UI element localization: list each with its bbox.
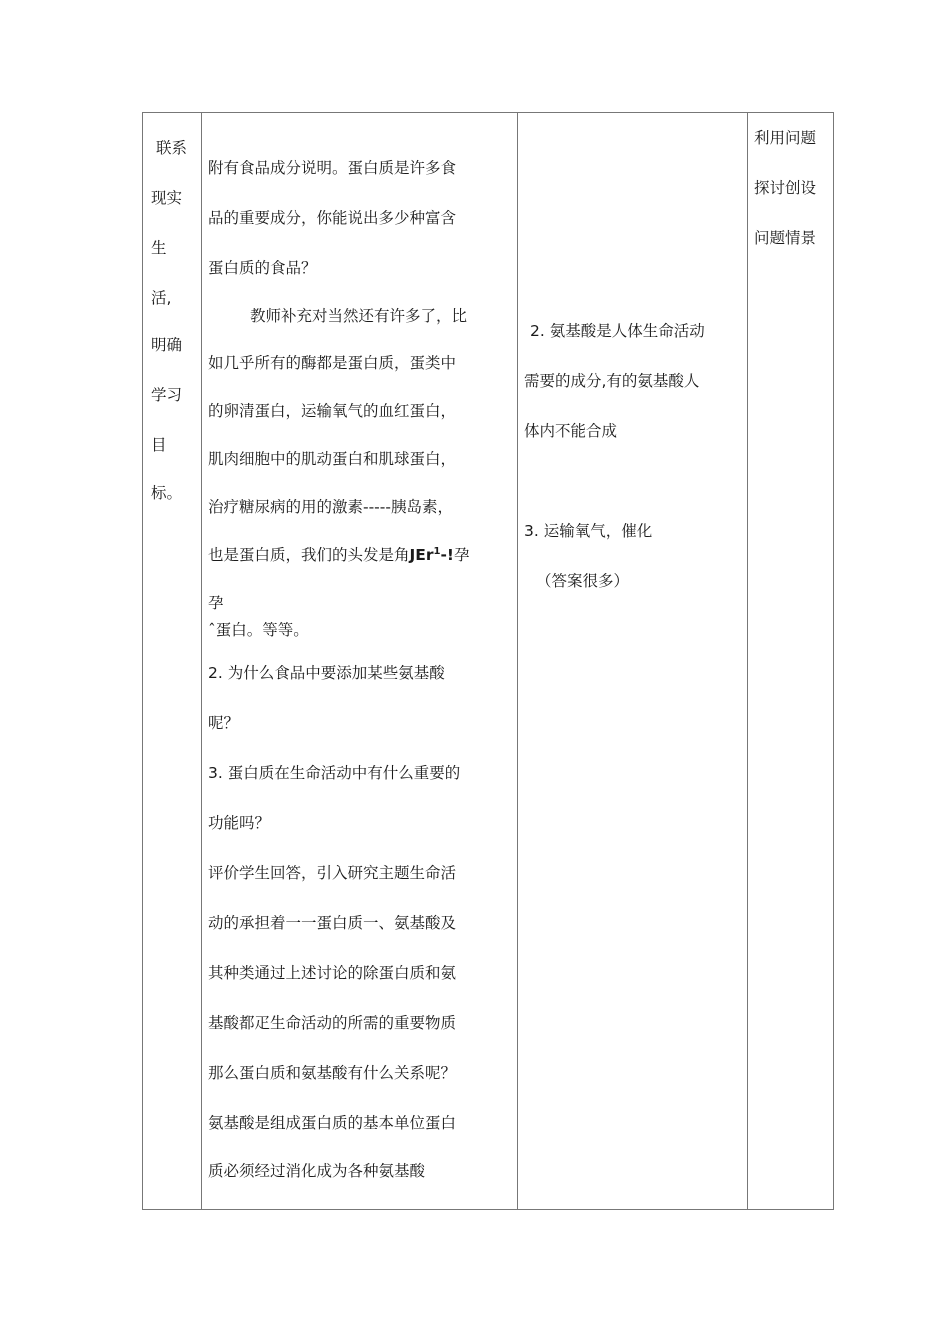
question-line: 2. 为什么食品中要添加某些氨基酸 (208, 664, 445, 682)
activity-line: 现实 (151, 189, 183, 207)
code-text: JEr (409, 546, 434, 564)
text-line: 治疗糖尿病的用的激素-----胰岛素， (208, 498, 453, 516)
text-line: 如几乎所有的酶都是蛋白质，蛋类中 (208, 354, 457, 372)
answer-line: 2. 氨基酸是人体生命活动 (530, 322, 705, 340)
text-line: 氨基酸是组成蛋白质的基本单位蛋白 (208, 1114, 457, 1132)
text-line: 的卵清蛋白，运输氧气的血红蛋白， (208, 402, 457, 420)
text-line: 评价学生回答，引入研究主题生命活 (208, 864, 457, 882)
activity-line: 活, (151, 289, 172, 307)
code-superscript: 1 (433, 545, 441, 557)
text-line: 孕 (208, 594, 224, 612)
lesson-table (142, 112, 834, 1210)
code-tail: -! (440, 546, 454, 564)
text-line: 教师补充对当然还有许多了，比 (250, 307, 468, 325)
text-line: 肌肉细胞中的肌动蛋白和肌球蛋白， (208, 450, 457, 468)
column-teacher-activity (202, 113, 518, 1209)
intent-line: 问题情景 (754, 229, 817, 247)
activity-line: 目 (151, 436, 167, 454)
text-line: 其种类通过上述讨论的除蛋白质和氨 (208, 964, 457, 982)
text-line: 蛋白质的食品？ (208, 259, 317, 277)
question-line: 3. 蛋白质在生命活动中有什么重要的 (208, 764, 461, 782)
column-design-intent (748, 113, 833, 1209)
activity-line: 明确 (151, 336, 183, 354)
activity-line: 生 (151, 239, 167, 257)
column-student-activity (518, 113, 748, 1209)
question-line: 呢？ (208, 714, 240, 732)
text-line: 基酸都疋生命活动的所需的重要物质 (208, 1014, 457, 1032)
answer-note: （答案很多） (536, 572, 630, 590)
text-line: 附有食品成分说明。蛋白质是许多食 (208, 159, 457, 177)
text-line-with-code (208, 545, 470, 565)
text-line: 品的重要成分，你能说出多少种富含 (208, 209, 457, 227)
question-line: 功能吗？ (208, 814, 271, 832)
answer-line: 体内不能合成 (524, 422, 618, 440)
text-line: 动的承担着一一蛋白质一、氨基酸及 (208, 914, 457, 932)
activity-line: 标。 (151, 484, 183, 502)
text-line: 那么蛋白质和氨基酸有什么关系呢？ (208, 1064, 457, 1082)
text-line: ˆ蛋白。等等。 (208, 621, 309, 639)
activity-line: 联系 (156, 139, 188, 157)
activity-line: 学习 (151, 386, 183, 404)
answer-line: 3. 运输氧气，催化 (524, 522, 653, 540)
answer-line: 需要的成分,有的氨基酸人 (524, 372, 700, 390)
text-segment: 也是蛋白质，我们的头发是角 (208, 546, 410, 564)
text-line: 质必须经过消化成为各种氨基酸 (208, 1162, 426, 1180)
intent-line: 利用问题 (754, 129, 817, 147)
intent-line: 探讨创设 (754, 179, 817, 197)
text-segment: 孕 (454, 546, 470, 564)
column-activity (143, 113, 202, 1209)
